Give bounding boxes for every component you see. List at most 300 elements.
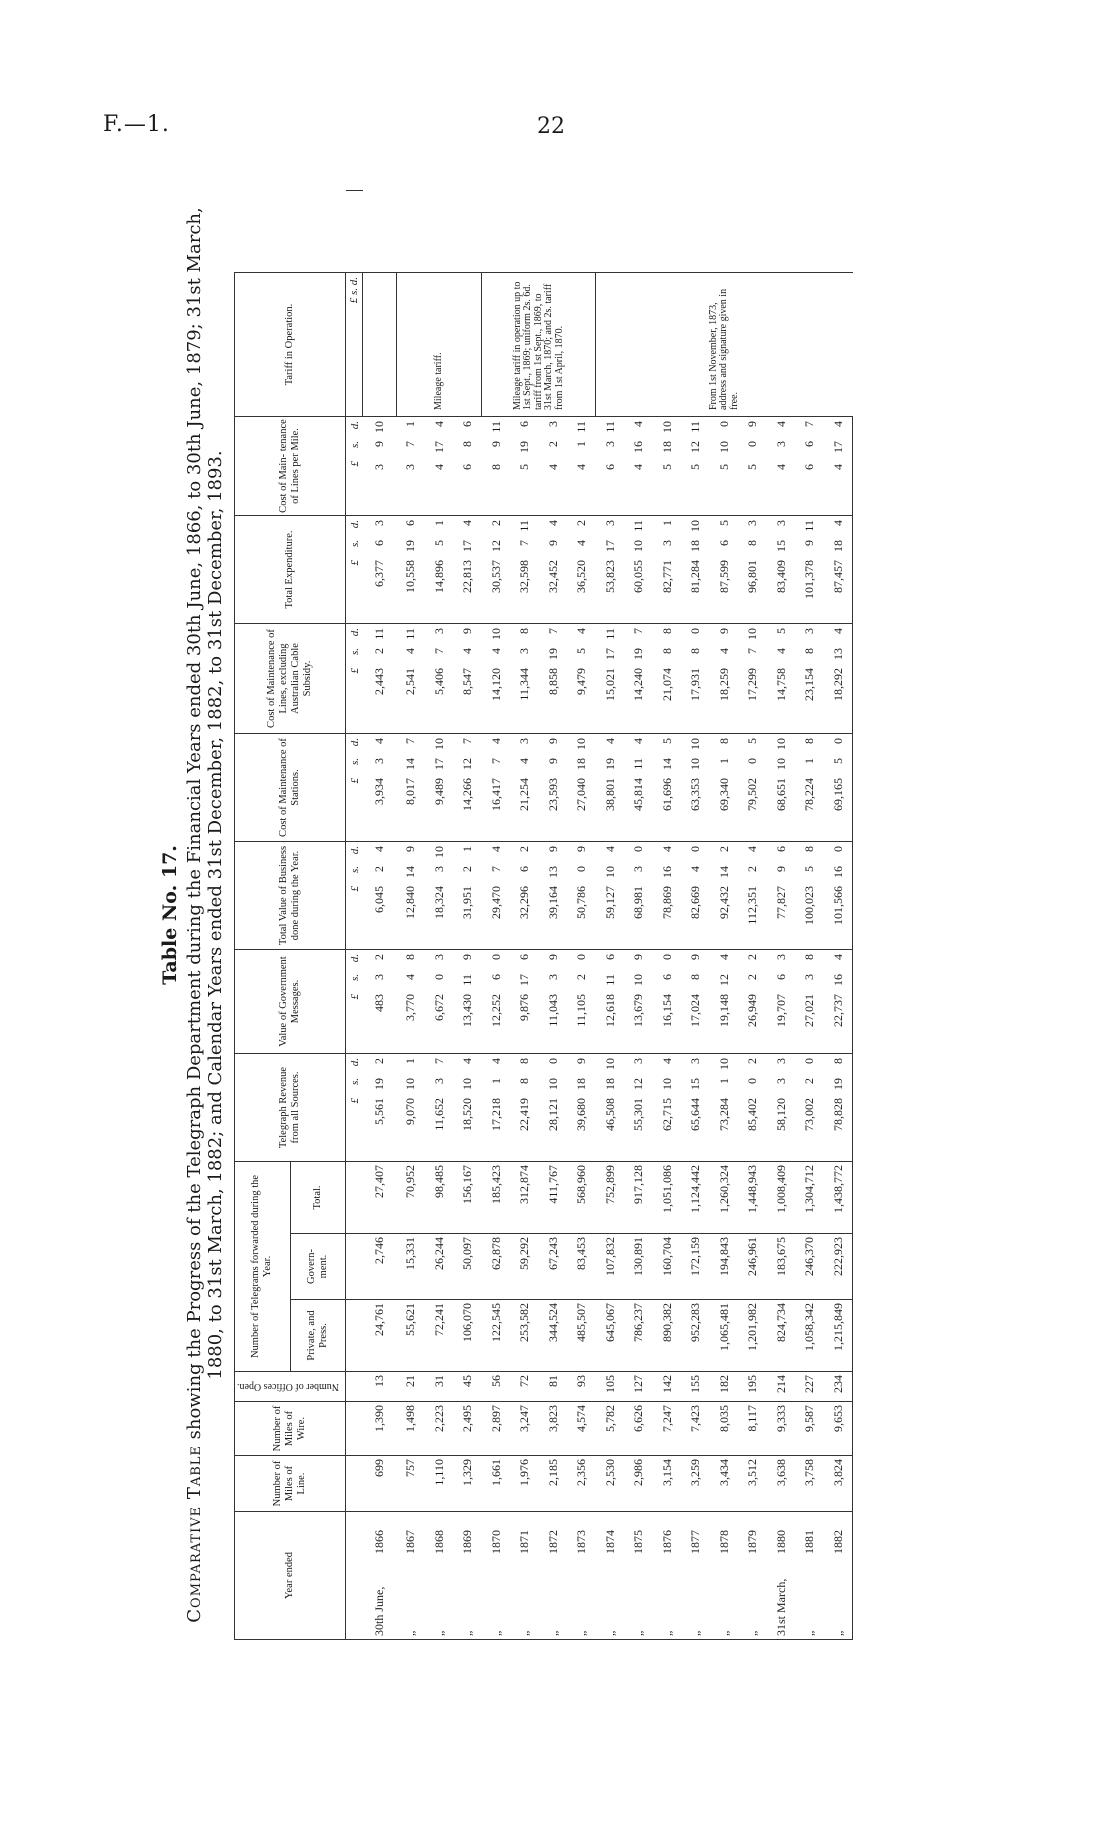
amount-pence: 4 [631,421,646,427]
cell-expenditure [653,516,682,624]
amount-shillings: 3 [773,441,788,447]
amount-pounds: 12,840 [403,886,418,919]
amount-pence: 9 [716,628,731,634]
amount-shillings: 3 [773,1078,788,1084]
amount-pounds: 13,430 [460,994,475,1027]
cell-year-ended [824,1512,853,1640]
amount-pence: 0 [716,421,731,427]
cell-year-ended [453,1512,482,1640]
table-row [396,191,425,1640]
progress-table [234,190,853,1640]
year-prefix: „ [830,1630,845,1636]
cell-private-press: 344,524 [539,1300,568,1372]
amount-pence: 5 [659,738,674,744]
cell-private-press: 24,761 [363,1300,397,1372]
amount-pounds: 483 [372,994,387,1012]
amount-shillings: 10 [602,866,617,878]
page-label: F.—1. [103,112,170,137]
amount-pounds: 39,680 [574,1098,589,1131]
amount-pence: 9 [545,954,560,960]
amount-pence: 11 [517,520,532,532]
amount-pounds: 92,432 [716,886,731,919]
amount-pence: 1 [431,520,446,526]
cell-miles-wire: 7,247 [653,1402,682,1456]
amount-shillings: 18 [830,540,845,552]
cell-tariff-uniform: Mileage tariff in operation up to 1st Sept., 1869; uniform 2s. 6d. tariff from 1st Sept., 1869, to 31st March, 1870; and 2s. tariff from 1st April, 1870. [482,273,596,417]
cell-offices: 155 [681,1372,710,1402]
amount-pounds: 18,259 [716,668,731,701]
cell-lines [795,624,824,734]
amount-shillings: 3 [631,866,646,872]
cell-stations [567,734,596,842]
year-value: 1876 [659,1530,674,1554]
year-value: 1872 [545,1530,560,1554]
amount-shillings: 10 [688,758,703,770]
amount-shillings: 5 [574,648,589,654]
amount-pounds: 6 [802,464,817,470]
cell-lines [653,624,682,734]
cell-total: 1,260,324 [710,1162,739,1234]
amount-pence: 9 [403,846,418,852]
unit-pound: £ [348,994,361,1000]
cell-miles-line: 3,638 [767,1456,796,1512]
cell-tariff-address: From 1st November, 1873, address and signature given in free. [596,273,853,417]
cell-stations [396,734,425,842]
cell-expenditure [767,516,796,624]
cell-lines [596,624,625,734]
amount-pounds: 82,669 [688,886,703,919]
amount-pence: 2 [574,520,589,526]
cell-business [681,842,710,950]
amount-pence: 4 [602,738,617,744]
cell-government: 15,331 [396,1234,425,1300]
unit-shilling: s. [348,288,361,296]
cell-revenue [363,1054,397,1162]
cell-govt-msg [738,950,767,1054]
cell-year-ended [767,1512,796,1640]
cell-revenue [738,1054,767,1162]
header-tariff: Tariff in Operation. [235,273,346,417]
amount-shillings: 9 [545,758,560,764]
cell-offices: 214 [767,1372,796,1402]
amount-shillings: 10 [460,1078,475,1090]
amount-pounds: 13,679 [631,994,646,1027]
amount-pounds: 23,154 [802,668,817,701]
title-small-caps: Comparative Table [183,1445,205,1623]
amount-pounds: 3 [372,464,387,470]
amount-shillings: 3 [659,540,674,546]
amount-pence: 0 [830,738,845,744]
cell-business [567,842,596,950]
cell-govt-msg [767,950,796,1054]
amount-shillings: 10 [716,441,731,453]
cell-year-ended [710,1512,739,1640]
cell-miles-wire: 9,653 [824,1402,853,1456]
header-maint-lines: Cost of Maintenance of Lines, excluding Australian Cable Subsidy. [235,624,346,734]
cell-tariff-empty [363,273,397,417]
year-value: 1867 [403,1530,418,1554]
cell-offices: 182 [710,1372,739,1402]
cell-government: 62,878 [482,1234,511,1300]
cell-expenditure [539,516,568,624]
cell-expenditure [624,516,653,624]
cell-per-mile [596,417,625,516]
cell-revenue [396,1054,425,1162]
cell-miles-wire: 6,626 [624,1402,653,1456]
cell-business [738,842,767,950]
amount-shillings: 2 [372,866,387,872]
amount-shillings: 7 [517,540,532,546]
amount-pounds: 32,452 [545,560,560,593]
caption [160,190,226,1640]
cell-business [482,842,511,950]
cell-year-ended [795,1512,824,1640]
year-value: 1881 [802,1530,817,1554]
cell-miles-wire: 2,897 [482,1402,511,1456]
cell-business [653,842,682,950]
cell-lines [482,624,511,734]
amount-pence: 3 [372,520,387,526]
unit-shilling: s. [348,866,361,874]
cell-total: 1,124,442 [681,1162,710,1234]
amount-shillings: 9 [545,540,560,546]
header-telegrams-group: Number of Telegrams forwarded during the Year. [235,1162,291,1372]
cell-lines [567,624,596,734]
amount-pounds: 96,801 [745,560,760,593]
amount-shillings: 8 [745,540,760,546]
cell-revenue [567,1054,596,1162]
amount-shillings: 18 [574,758,589,770]
amount-pounds: 3,934 [372,778,387,805]
amount-pence: 8 [802,954,817,960]
amount-pounds: 8 [488,464,503,470]
amount-pounds: 17,218 [488,1098,503,1131]
cell-offices: 45 [453,1372,482,1402]
cell-govt-msg [396,950,425,1054]
year-prefix: „ [488,1630,503,1636]
cell-stations [824,734,853,842]
amount-pounds: 10,558 [403,560,418,593]
cell-lines [453,624,482,734]
year-prefix: „ [403,1630,418,1636]
amount-pence: 4 [659,1058,674,1064]
amount-pounds: 27,021 [802,994,817,1027]
amount-pence: 8 [830,1058,845,1064]
cell-government: 183,675 [767,1234,796,1300]
amount-pounds: 60,055 [631,560,646,593]
cell-lines [824,624,853,734]
amount-shillings: 8 [688,648,703,654]
amount-shillings: 17 [460,540,475,552]
amount-shillings: 6 [716,540,731,546]
year-prefix: „ [545,1630,560,1636]
amount-shillings: 13 [545,866,560,878]
amount-pence: 11 [631,520,646,532]
amount-shillings: 18 [602,1078,617,1090]
unit-cell [346,516,363,624]
cell-per-mile [363,417,397,516]
amount-pence: 3 [517,738,532,744]
amount-pounds: 9,489 [431,778,446,805]
amount-pounds: 68,981 [631,886,646,919]
unit-pound: £ [348,297,361,304]
amount-pence: 1 [403,421,418,427]
amount-shillings: 6 [488,974,503,980]
cell-expenditure [596,516,625,624]
amount-pounds: 2,541 [403,668,418,695]
cell-miles-wire: 1,390 [363,1402,397,1456]
year-prefix: 30th June, [372,1586,387,1636]
cell-miles-line: 3,512 [738,1456,767,1512]
amount-pence: 4 [574,628,589,634]
cell-revenue [596,1054,625,1162]
amount-shillings: 0 [431,974,446,980]
cell-expenditure [363,516,397,624]
header-miles-line: Number of Miles of Line. [235,1456,346,1512]
cell-offices: 81 [539,1372,568,1402]
amount-pence: 11 [688,421,703,433]
year-value: 1882 [830,1530,845,1554]
amount-pence: 4 [488,846,503,852]
amount-pence: 4 [602,846,617,852]
amount-pence: 10 [574,738,589,750]
amount-pence: 7 [545,628,560,634]
amount-shillings: 14 [716,866,731,878]
unit-row [346,191,363,1640]
amount-shillings: 3 [545,974,560,980]
cell-offices: 21 [396,1372,425,1402]
amount-shillings: 19 [631,648,646,660]
cell-govt-msg [596,950,625,1054]
amount-pounds: 18,292 [830,668,845,701]
cell-revenue [453,1054,482,1162]
unit-shilling: s. [348,648,361,656]
unit-pence: d. [348,277,361,286]
year-value: 1871 [517,1530,532,1554]
cell-government: 222,923 [824,1234,853,1300]
cell-year-ended [624,1512,653,1640]
cell-govt-msg [482,950,511,1054]
cell-revenue [824,1054,853,1162]
amount-pence: 0 [659,954,674,960]
amount-shillings: 14 [403,866,418,878]
amount-pence: 6 [517,954,532,960]
title-text: showing the Progress of the Telegraph Department during the Financial Years ended 30th June, 1866, to 30th June, 1879; 31st March, 1880, to 31st March, 1882; and Calendar Years ended 31st December, 1882, to 31st December, 1893. [183,207,226,1440]
cell-per-mile [681,417,710,516]
amount-pence: 6 [773,846,788,852]
amount-pounds: 78,869 [659,886,674,919]
cell-total: 185,423 [482,1162,511,1234]
table-row [482,191,511,1640]
amount-shillings: 18 [688,540,703,552]
amount-shillings: 19 [602,758,617,770]
cell-offices: 56 [482,1372,511,1402]
amount-shillings: 2 [745,974,760,980]
cell-government: 246,961 [738,1234,767,1300]
amount-shillings: 17 [602,540,617,552]
cell-miles-wire: 2,223 [425,1402,454,1456]
amount-shillings: 8 [460,441,475,447]
year-value: 1879 [745,1530,760,1554]
cell-per-mile [453,417,482,516]
amount-pounds: 3,770 [403,994,418,1021]
amount-pounds: 32,598 [517,560,532,593]
amount-pounds: 6 [460,464,475,470]
year-prefix: „ [688,1630,703,1636]
unit-cell [346,417,363,516]
year-prefix: „ [802,1630,817,1636]
amount-pounds: 6,045 [372,886,387,913]
cell-government: 246,370 [795,1234,824,1300]
amount-pence: 3 [545,421,560,427]
amount-pounds: 112,351 [745,886,760,925]
cell-government: 160,704 [653,1234,682,1300]
amount-pounds: 8,858 [545,668,560,695]
amount-pence: 1 [460,846,475,852]
amount-pence: 5 [716,520,731,526]
amount-shillings: 15 [688,1078,703,1090]
amount-pence: 4 [460,1058,475,1064]
amount-shillings: 16 [830,974,845,986]
amount-shillings: 8 [802,648,817,654]
amount-shillings: 6 [773,974,788,980]
amount-shillings: 2 [460,866,475,872]
amount-pounds: 100,023 [802,886,817,925]
cell-lines [539,624,568,734]
cell-private-press: 122,545 [482,1300,511,1372]
amount-shillings: 10 [403,1078,418,1090]
cell-miles-line: 2,185 [539,1456,568,1512]
amount-shillings: 15 [773,540,788,552]
amount-shillings: 7 [403,441,418,447]
table-number: Table No. 17. [159,845,181,985]
amount-pounds: 5,406 [431,668,446,695]
cell-year-ended [567,1512,596,1640]
amount-pence: 10 [773,738,788,750]
cell-business [767,842,796,950]
year-prefix: „ [631,1630,646,1636]
cell-business [396,842,425,950]
amount-pounds: 14,120 [488,668,503,701]
cell-year-ended [425,1512,454,1640]
cell-miles-wire: 8,117 [738,1402,767,1456]
cell-business [453,842,482,950]
amount-pounds: 5 [716,464,731,470]
amount-pounds: 58,120 [773,1098,788,1131]
cell-per-mile [767,417,796,516]
year-value: 1873 [574,1530,589,1554]
cell-per-mile [795,417,824,516]
amount-pence: 6 [517,421,532,427]
amount-pounds: 87,457 [830,560,845,593]
amount-pence: 2 [488,520,503,526]
amount-pence: 5 [773,628,788,634]
amount-pounds: 101,566 [830,886,845,925]
year-value: 1877 [688,1530,703,1554]
amount-pounds: 12,252 [488,994,503,1027]
amount-pounds: 19,707 [773,994,788,1027]
amount-pounds: 59,127 [602,886,617,919]
cell-total: 568,960 [567,1162,596,1234]
cell-business [824,842,853,950]
unit-pound: £ [348,778,361,784]
amount-shillings: 2 [574,974,589,980]
amount-shillings: 19 [830,1078,845,1090]
amount-shillings: 7 [488,866,503,872]
table-row [363,191,397,1640]
unit-pence: d. [348,628,361,637]
cell-private-press: 1,058,342 [795,1300,824,1372]
amount-shillings: 11 [631,758,646,770]
amount-pounds: 53,823 [602,560,617,593]
amount-pounds: 73,002 [802,1098,817,1131]
amount-pence: 7 [431,1058,446,1064]
header-total-expenditure: Total Expenditure. [235,516,346,624]
amount-pence: 10 [488,628,503,640]
cell-miles-line: 3,824 [824,1456,853,1512]
amount-shillings: 0 [745,441,760,447]
amount-pence: 4 [631,738,646,744]
year-prefix: „ [574,1630,589,1636]
amount-pence: 3 [773,954,788,960]
cell-lines [710,624,739,734]
amount-pounds: 21,254 [517,778,532,811]
amount-pence: 0 [488,954,503,960]
cell-revenue [482,1054,511,1162]
unit-pence: d. [348,738,361,747]
cell-govt-msg [363,950,397,1054]
amount-pence: 10 [431,738,446,750]
unit-pence: d. [348,520,361,529]
cell-miles-line: 2,356 [567,1456,596,1512]
cell-govt-msg [624,950,653,1054]
amount-pence: 10 [688,738,703,750]
cell-miles-line: 3,758 [795,1456,824,1512]
cell-stations [795,734,824,842]
amount-shillings: 19 [403,540,418,552]
cell-miles-wire: 9,587 [795,1402,824,1456]
amount-pence: 11 [602,421,617,433]
cell-private-press: 824,734 [767,1300,796,1372]
amount-pence: 3 [745,520,760,526]
amount-pence: 0 [830,846,845,852]
header-total: Total. [290,1162,346,1234]
year-prefix: „ [431,1630,446,1636]
amount-pence: 2 [745,954,760,960]
amount-pence: 4 [488,1058,503,1064]
cell-stations [738,734,767,842]
unit-pence: d. [348,421,361,430]
cell-year-ended [596,1512,625,1640]
amount-shillings: 9 [372,441,387,447]
amount-pence: 5 [745,738,760,744]
amount-pence: 4 [488,738,503,744]
cell-expenditure [710,516,739,624]
unit-pence: d. [348,846,361,855]
cell-expenditure [482,516,511,624]
year-prefix: „ [745,1630,760,1636]
amount-shillings: 4 [517,758,532,764]
amount-pence: 4 [745,846,760,852]
cell-miles-wire: 3,823 [539,1402,568,1456]
cell-miles-line: 1,661 [482,1456,511,1512]
cell-offices: 195 [738,1372,767,1402]
amount-pounds: 79,502 [745,778,760,811]
cell-per-mile [653,417,682,516]
cell-govt-msg [681,950,710,1054]
cell-lines [767,624,796,734]
amount-shillings: 12 [488,540,503,552]
